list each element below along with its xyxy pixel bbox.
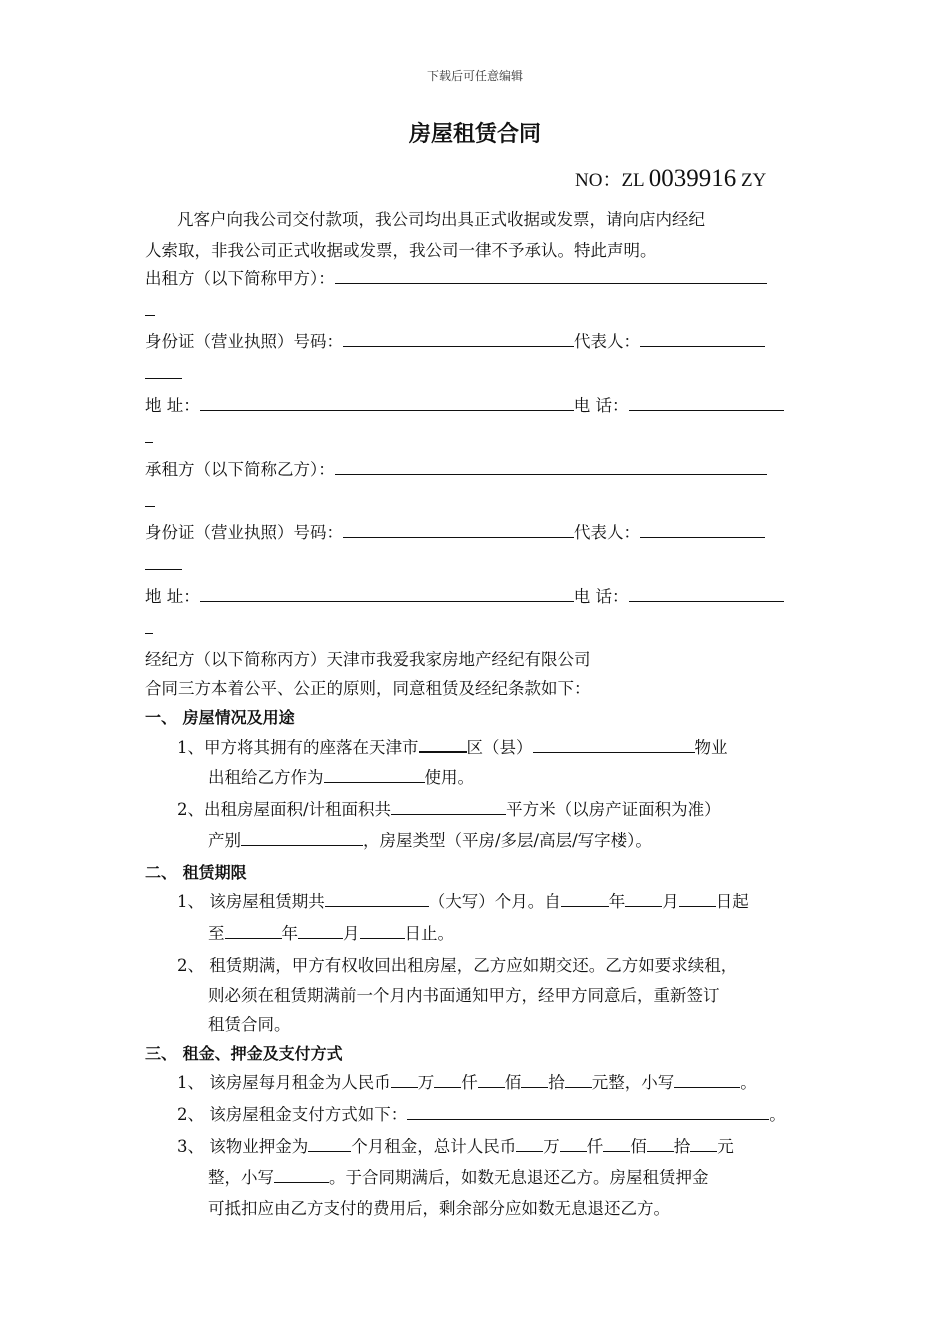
sec3-item3-cont — [208, 1167, 709, 1189]
district-field[interactable] — [419, 736, 467, 753]
sec3-item1-period: 。 — [740, 1073, 757, 1092]
month-label: 月 — [662, 892, 679, 911]
contract-no-prefix: NO：ZL — [575, 170, 649, 191]
party-a-addr-label: 地 址： — [145, 396, 200, 415]
sec2-item1-cont — [208, 923, 454, 945]
rent-bai-field[interactable] — [478, 1072, 505, 1088]
section-3-heading: 三、 租金、押金及支付方式 — [145, 1044, 343, 1063]
area-field[interactable] — [391, 799, 506, 815]
sec2-item1-text-c: 日起 — [715, 892, 749, 911]
party-a-tel-field[interactable] — [629, 395, 784, 411]
party-a-rep-label: 代表人： — [574, 332, 640, 351]
sec2-item2-line3: 租赁合同。 — [208, 1015, 291, 1034]
party-a-label: 出租方（以下简称甲方）： — [145, 269, 335, 288]
sec1-item2-text-a: 2、出租房屋面积/计租面积共 — [177, 800, 392, 819]
party-b-label: 承租方（以下简称乙方）： — [145, 460, 335, 479]
party-a-addr-row — [145, 395, 784, 417]
sec1-item1-text-b: 区（县） — [466, 738, 533, 757]
rent-wan-field[interactable] — [391, 1072, 418, 1088]
party-b-name-field-wrap[interactable] — [145, 491, 155, 507]
deposit-qian-label: 仟 — [586, 1137, 604, 1156]
rent-yuan-field[interactable] — [565, 1072, 592, 1088]
party-b-addr-label: 地 址： — [145, 587, 200, 606]
party-b-tel-field[interactable] — [629, 586, 784, 602]
sec3-item3-text-b: 个月租金，总计人民币 — [351, 1137, 517, 1156]
contract-number — [575, 164, 766, 196]
sec2-item2-line2: 则必须在租赁期满前一个月内书面通知甲方，经甲方同意后，重新签订 — [208, 986, 720, 1005]
lease-months-field[interactable] — [325, 891, 429, 907]
section-2-heading: 二、 租赁期限 — [145, 863, 247, 882]
sec1-item1-text-d: 出租给乙方作为 — [208, 768, 324, 787]
party-a-rep-wrap — [145, 363, 182, 385]
sec3-item2-text-a: 2、 该房屋租金支付方式如下： — [177, 1105, 408, 1124]
party-b-id-row — [145, 522, 765, 544]
deposit-numeric-field[interactable] — [274, 1167, 329, 1183]
sec2-item1-text-a: 1、 该房屋租赁期共 — [177, 892, 325, 911]
deposit-wan-label: 万 — [543, 1137, 560, 1156]
deposit-months-field[interactable] — [308, 1136, 351, 1152]
section-1-heading: 一、 房屋情况及用途 — [145, 708, 295, 727]
party-b-rep-wrap — [145, 554, 182, 576]
rent-numeric-field[interactable] — [674, 1072, 740, 1088]
usage-field[interactable] — [324, 767, 425, 783]
party-a-id-field[interactable] — [343, 331, 574, 347]
end-day-field[interactable] — [360, 923, 405, 939]
property-location-field[interactable] — [533, 737, 695, 753]
start-year-field[interactable] — [561, 891, 609, 907]
deposit-shi-field[interactable] — [647, 1136, 674, 1152]
party-a-tel-field-wrap[interactable] — [145, 427, 153, 443]
page-title: 房屋租赁合同 — [408, 122, 541, 147]
end-year-field[interactable] — [225, 923, 282, 939]
party-b-tel-label: 电 话： — [573, 587, 629, 606]
deposit-yuan-label: 元 — [717, 1137, 734, 1156]
shi-label: 拾 — [548, 1073, 565, 1092]
deposit-yuan-field[interactable] — [690, 1136, 717, 1152]
rent-qian-field[interactable] — [434, 1072, 461, 1088]
sec3-item3-text-c: 整，小写 — [208, 1168, 274, 1187]
party-a-name-field[interactable] — [335, 268, 767, 284]
sec2-item1 — [177, 891, 749, 913]
sec3-item3-text-a: 3、 该物业押金为 — [177, 1137, 309, 1156]
sec1-item2-text-c: 产别 — [208, 831, 241, 850]
party-a-addr-field[interactable] — [200, 395, 574, 411]
sec1-item2 — [177, 799, 721, 821]
party-a-tel-label: 电 话： — [573, 396, 629, 415]
deposit-qian-field[interactable] — [560, 1136, 587, 1152]
sec2-item1-text-b: （大写）个月。自 — [428, 892, 561, 911]
party-b-addr-field[interactable] — [200, 586, 574, 602]
sec3-item3 — [177, 1136, 734, 1158]
sec3-item1-text-b: 元整，小写 — [591, 1073, 675, 1092]
party-c: 经纪方（以下简称丙方）天津市我爱我家房地产经纪有限公司 — [145, 650, 591, 669]
sec1-item2-cont — [208, 830, 652, 852]
sec3-item3-line3: 可抵扣应由乙方支付的费用后，剩余部分应如数无息退还乙方。 — [208, 1199, 670, 1218]
sec1-item1-text-c: 物业 — [694, 738, 728, 757]
start-day-field[interactable] — [679, 891, 716, 907]
sec1-item1 — [177, 736, 728, 759]
sec1-item1-text-a: 1、甲方将其拥有的座落在天津市 — [177, 738, 419, 757]
sec1-item1-cont — [208, 767, 474, 789]
sec1-item2-text-b: 平方米（以房产证面积为准） — [506, 800, 721, 819]
party-b-id-label: 身份证（营业执照）号码： — [145, 523, 343, 542]
sec3-item3-text-d: 。于合同期满后，如数无息退还乙方。房屋租赁押金 — [329, 1168, 709, 1187]
contract-no-suffix: ZY — [736, 170, 767, 191]
party-b-addr-row — [145, 586, 784, 608]
end-day-label: 日止。 — [404, 924, 454, 943]
bai-label: 佰 — [504, 1073, 522, 1092]
qian-label: 仟 — [461, 1073, 478, 1092]
property-category-field[interactable] — [241, 830, 363, 846]
sec3-item1 — [177, 1072, 757, 1094]
party-a-rep-field-wrap[interactable] — [145, 363, 182, 379]
header-note: 下载后可任意编辑 — [426, 69, 523, 83]
notice-line-2: 人索取，非我公司正式收据或发票，我公司一律不予承认。特此声明。 — [145, 241, 657, 260]
deposit-shi-label: 拾 — [673, 1137, 691, 1156]
deposit-bai-label: 佰 — [630, 1137, 647, 1156]
party-b-row — [145, 459, 767, 481]
to-label: 至 — [208, 924, 225, 943]
payment-method-field[interactable] — [407, 1104, 769, 1120]
party-a-row — [145, 268, 767, 290]
party-b-tel-wrap — [145, 618, 153, 640]
party-b-id-field[interactable] — [343, 522, 574, 538]
rent-shi-field[interactable] — [521, 1072, 548, 1088]
wan-label: 万 — [417, 1073, 435, 1092]
party-b-rep-field[interactable] — [640, 522, 765, 538]
party-a-tel-wrap — [145, 427, 153, 449]
party-a-wrap — [145, 300, 155, 322]
sec3-item1-text-a: 1、 该房屋每月租金为人民币 — [177, 1073, 391, 1092]
party-a-rep-field[interactable] — [640, 331, 765, 347]
end-month-label: 月 — [343, 924, 360, 943]
year-label: 年 — [608, 892, 626, 911]
sec3-item2-period: 。 — [769, 1105, 786, 1124]
party-b-tel-field-wrap[interactable] — [145, 618, 153, 634]
party-a-name-field-wrap[interactable] — [145, 300, 155, 316]
party-b-rep-field-wrap[interactable] — [145, 554, 182, 570]
start-month-field[interactable] — [625, 891, 662, 907]
party-b-name-field[interactable] — [335, 459, 767, 475]
notice-line-1: 凡客户向我公司交付款项，我公司均出具正式收据或发票，请向店内经纪 — [177, 210, 705, 229]
sec1-item1-text-e: 使用。 — [424, 768, 474, 787]
party-a-id-row — [145, 331, 765, 353]
end-year-label: 年 — [281, 924, 298, 943]
intro: 合同三方本着公平、公正的原则，同意租赁及经纪条款如下： — [145, 679, 591, 698]
sec3-item2 — [177, 1104, 786, 1126]
deposit-bai-field[interactable] — [603, 1136, 630, 1152]
end-month-field[interactable] — [298, 923, 343, 939]
contract-no-number: 0039916 — [648, 165, 737, 192]
sec1-item2-text-d: ，房屋类型（平房/多层/高层/写字楼）。 — [363, 831, 652, 850]
party-a-id-label: 身份证（营业执照）号码： — [145, 332, 343, 351]
deposit-wan-field[interactable] — [516, 1136, 543, 1152]
party-b-rep-label: 代表人： — [574, 523, 640, 542]
party-b-wrap — [145, 491, 155, 513]
sec2-item2-line1: 2、 租赁期满，甲方有权收回出租房屋，乙方应如期交还。乙方如要求续租， — [177, 956, 738, 975]
